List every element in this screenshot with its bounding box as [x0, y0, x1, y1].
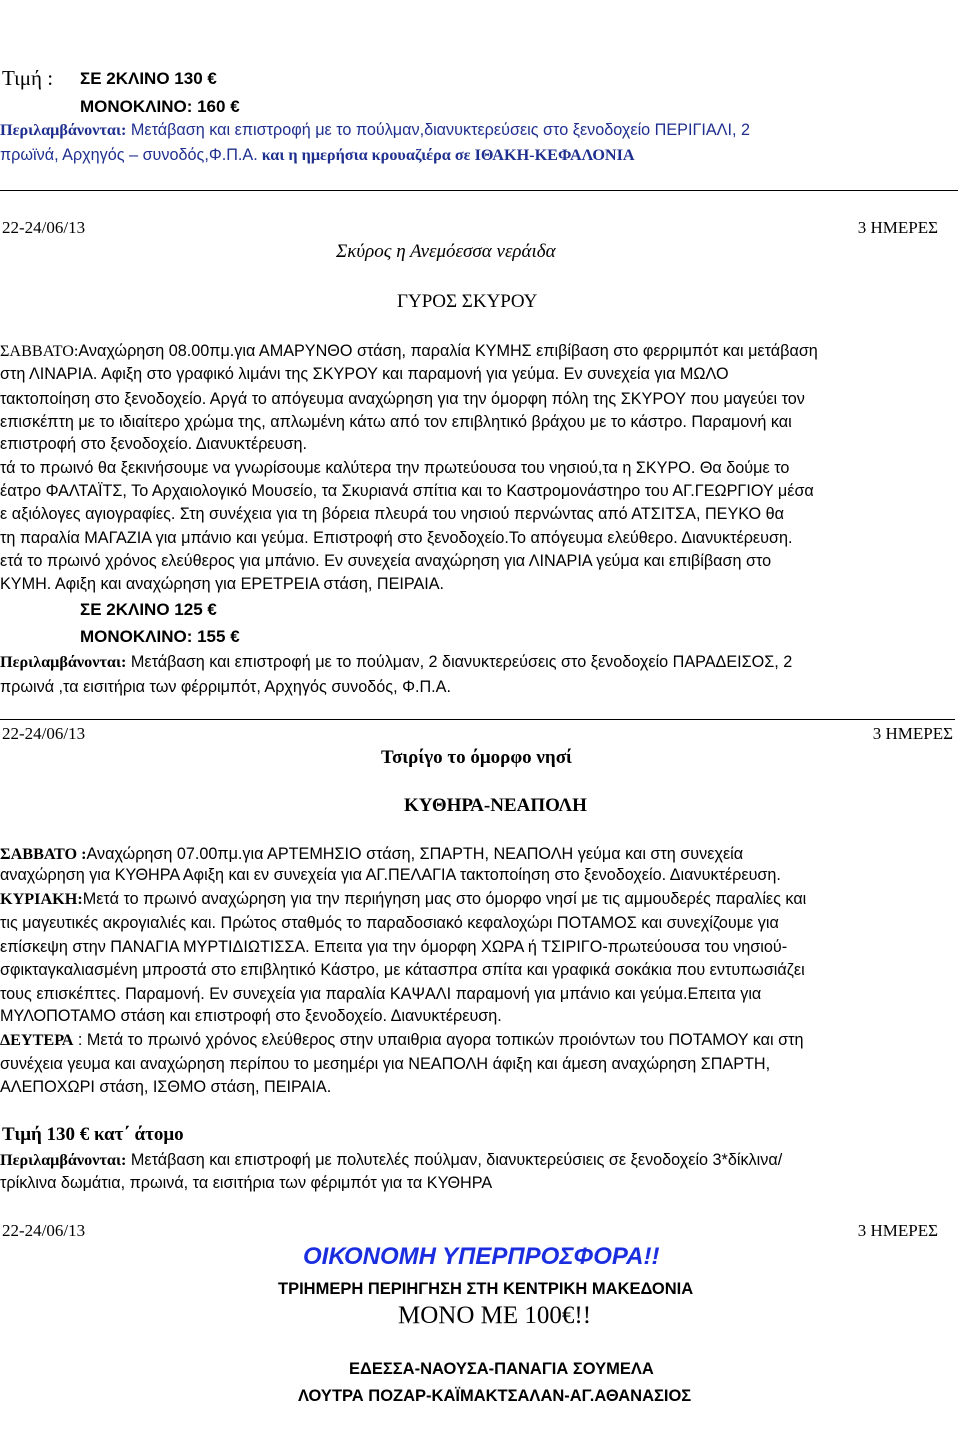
- euro-icon: €: [202, 600, 217, 619]
- offer-headline: ΟΙΚΟΝΟΜΗ ΥΠΕΡΠΡΟΣΦΟΡΑ!!: [303, 1243, 660, 1270]
- trip-date: 22-24/06/13: [2, 1221, 86, 1240]
- itinerary-line: ΚΥΡΙΑΚΗ:Μετά το πρωινό αναχώρηση για την περιήγηση μας στο όμορφο νησί με τις αμμουδερές παραλίες και: [0, 890, 807, 908]
- itinerary-line: ΚΥΜΗ. Αφιξη και αναχώρηση για ΕΡΕΤΡΕΙΑ στάση, ΠΕΙΡΑΙΑ.: [0, 575, 445, 593]
- itinerary-line: στη ΛΙΝΑΡΙΑ. Αφιξη στο γραφικό λιμάνι της ΣΚΥΡΟΥ και παραμονή για γεύμα. Εν συνεχεία για ΜΩΛΟ: [0, 365, 729, 383]
- includes-line: Περιλαμβάνονται: Μετάβαση και επιστροφή με πολυτελές πούλμαν, διανυκτερεύσιεις σε ξενοδοχείο 3*δίκλινα/: [0, 1151, 783, 1169]
- includes-line: Περιλαμβάνονται: Μετάβαση και επιστροφή με το πούλμαν,διανυκτερεύσεις στο ξενοδοχείο ΠΕΡΙΓΙΑΛΙ, 2: [0, 121, 750, 139]
- price-double: ΣΕ 2ΚΛΙΝΟ 125 €: [80, 600, 217, 619]
- includes-line: πρωϊνά, Αρχηγός – συνοδός,Φ.Π.Α. και η ημερήσια κρουαζιέρα σε ΙΘΑΚΗ-ΚΕΦΑΛΟΝΙΑ: [0, 146, 635, 164]
- trip-days: 3 ΗΜΕΡΕΣ: [857, 218, 938, 237]
- price-single: ΜΟΝΟΚΛΙΝΟ: 160 €: [80, 97, 240, 116]
- trip-subtitle: ΚΥΘΗΡΑ-ΝΕΑΠΟΛΗ: [404, 795, 587, 816]
- trip-date: 22-24/06/13: [2, 724, 86, 743]
- offer-subtitle: ΤΡΙΗΜΕΡΗ ΠΕΡΙΗΓΗΣΗ ΣΤΗ ΚΕΝΤΡΙΚΗ ΜΑΚΕΔΟΝΙΑ: [278, 1280, 694, 1298]
- includes-line: Περιλαμβάνονται: Μετάβαση και επιστροφή με το πούλμαν, 2 διανυκτερεύσεις στο ξενοδοχείο ΠΑΡΑΔΕΙΣΟΣ, 2: [0, 653, 793, 671]
- itinerary-line: τακτοποίηση στο ξενοδοχείο. Αργά το απόγευμα αναχώρηση για την όμορφη πόλη της ΣΚΥΡΟΥ που μαγεύει τον: [0, 390, 805, 408]
- trip-subtitle: ΓΥΡΟΣ ΣΚΥΡΟΥ: [397, 291, 538, 312]
- itinerary-line: ετά το πρωινό χρόνος ελεύθερος για μπάνιο. Εν συνεχεία αναχώρηση για ΛΙΝΑΡΙΑ γεύμα και επιβίβαση στο: [0, 552, 772, 570]
- itinerary-line: τις μαγευτικές ακρογιαλιές και. Πρώτος σταθμός το παραδοσιακό κεφαλοχώρι ΠΟΤΑΜΟΣ και συνεχίζουμε για: [0, 914, 779, 932]
- itinerary-line: τη παραλία ΜΑΓΑΖΙΑ για μπάνιο και γεύμα. Επιστροφή στο ξενοδοχείο.Το απόγευμα ελεύθερο. Διανυκτέρευση.: [0, 529, 793, 547]
- trip-date: 22-24/06/13: [2, 218, 86, 237]
- itinerary-line: ΣΑΒΒΑΤΟ:Αναχώρηση 08.00πμ.για ΑΜΑΡΥΝΘΟ στάση, παραλία ΚΥΜΗΣ επιβίβαση στο φερριμπότ και μετάβαση: [0, 342, 818, 360]
- itinerary-line: ΔΕΥΤΕΡΑ : Μετά το πρωινό χρόνος ελεύθερος στην υπαιθρια αγορα τοπικών προιόντων του ΠΟΤΑΜΟΥ και στη: [0, 1031, 804, 1049]
- itinerary-line: ΣΑΒΒΑΤΟ :Αναχώρηση 07.00πμ.για ΑΡΤΕΜΗΣΙΟ στάση, ΣΠΑΡΤΗ, ΝΕΑΠΟΛΗ γεύμα και στη συνεχεία: [0, 845, 744, 863]
- itinerary-line: αναχώρηση για ΚΥΘΗΡΑ Αφιξη και εν συνεχεία για ΑΓ.ΠΕΛΑΓΙΑ τακτοποίηση στο ξενοδοχείο. Διανυκτέρευση.: [0, 866, 781, 884]
- price-single: ΜΟΝΟΚΛΙΝΟ: 155 €: [80, 627, 240, 646]
- includes-line: τρίκλινα δωμάτια, πρωινά, τα εισιτήρια των φέριμπότ για τα ΚΥΘΗΡΑ: [0, 1174, 493, 1192]
- trip-title: Σκύρος η Ανεμόεσσα νεράιδα: [336, 241, 556, 262]
- trip-title: Τσιρίγο το όμορφο νησί: [381, 747, 572, 768]
- trip-days: 3 ΗΜΕΡΕΣ: [857, 1221, 938, 1240]
- itinerary-line: ΜΥΛΟΠΟΤΑΜΟ στάση και επιστροφή στο ξενοδοχείο. Διανυκτέρευση.: [0, 1007, 502, 1025]
- price-label: Τιμή :: [2, 66, 54, 90]
- trip-days: 3 ΗΜΕΡΕΣ: [872, 724, 953, 743]
- includes-line: πρωινά ,τα εισιτήρια των φέρριμπότ, Αρχηγός συνοδός, Φ.Π.Α.: [0, 678, 451, 696]
- places-line: ΕΔΕΣΣΑ-ΝΑΟΥΣΑ-ΠΑΝΑΓΙΑ ΣΟΥΜΕΛΑ: [349, 1360, 654, 1378]
- euro-icon: €: [202, 69, 217, 88]
- offer-price: ΜΟΝΟ ΜΕ 100€!!: [398, 1302, 592, 1329]
- itinerary-line: επισκέπτη με το ιδιαίτερο χρώμα της, απλωμένη κάτω από τον επιβλητικό βράχου με το κάστρο. Παραμονή και: [0, 413, 792, 431]
- price-double: ΣΕ 2ΚΛΙΝΟ 130 €: [80, 69, 217, 88]
- itinerary-line: επίσκεψη στην ΠΑΝΑΓΙΑ ΜΥΡΤΙΔΙΩΤΙΣΣΑ. Επειτα για την όμορφη ΧΩΡΑ ή ΤΣΙΡΙΓΟ-πρωτεύουσα του νησιού-: [0, 938, 788, 956]
- price-per-person: Τιμή 130 € κατ΄ άτομο: [2, 1124, 184, 1145]
- euro-icon: €: [225, 627, 240, 646]
- itinerary-line: τά το πρωινό θα ξεκινήσουμε να γνωρίσουμε καλύτερα την πρωτεύουσα του νησιού,τα η ΣΚΥΡΟ. Θα δούμε το: [0, 459, 790, 477]
- itinerary-line: επιστροφή στο ξενοδοχείο. Διανυκτέρευση.: [0, 435, 307, 453]
- divider: [0, 190, 958, 191]
- itinerary-line: συνέχεια γευμα και αναχώρηση περίπου το μεσημέρι για ΝΕΑΠΟΛΗ άφιξη και άμεση αναχώρηση ΣΠΑΡΤΗ,: [0, 1055, 771, 1073]
- itinerary-line: ε αξιόλογες αγιογραφίες. Στη συνέχεια για τη βόρεια πλευρά του νησιού περνώντας από ΑΤΣΙΤΣΑ, ΠΕΥΚΟ θα: [0, 505, 784, 523]
- itinerary-line: έατρο ΦΑΛΤΑΪΤΣ, Το Αρχαιολογικό Μουσείο, τα Σκυριανά σπίτια και το Καστρομονάστηρο του ΑΓ.ΓΕΩΡΓΙΟΥ μέσα: [0, 482, 814, 500]
- divider: [0, 719, 955, 720]
- itinerary-line: τους επισκέπτες. Παραμονή. Εν συνεχεία για παραλία ΚΑΨΑΛΙ παραμονή για μπάνιο και γεύμα.Επειτα για: [0, 985, 762, 1003]
- places-line: ΛΟΥΤΡΑ ΠΟΖΑΡ-ΚΑΪΜΑΚΤΣΑΛΑΝ-ΑΓ.ΑΘΑΝΑΣΙΟΣ: [298, 1387, 692, 1405]
- itinerary-line: ΑΛΕΠΟΧΩΡΙ στάση, ΙΣΘΜΟ στάση, ΠΕΙΡΑΙΑ.: [0, 1078, 332, 1096]
- itinerary-line: σφικταγκαλιασμένη μπροστά στο επιβλητικό Κάστρο, με κάτασπρα σπίτα και γραφικά σοκάκια που εντυπωσιάζει: [0, 961, 805, 979]
- euro-icon: €: [225, 97, 240, 116]
